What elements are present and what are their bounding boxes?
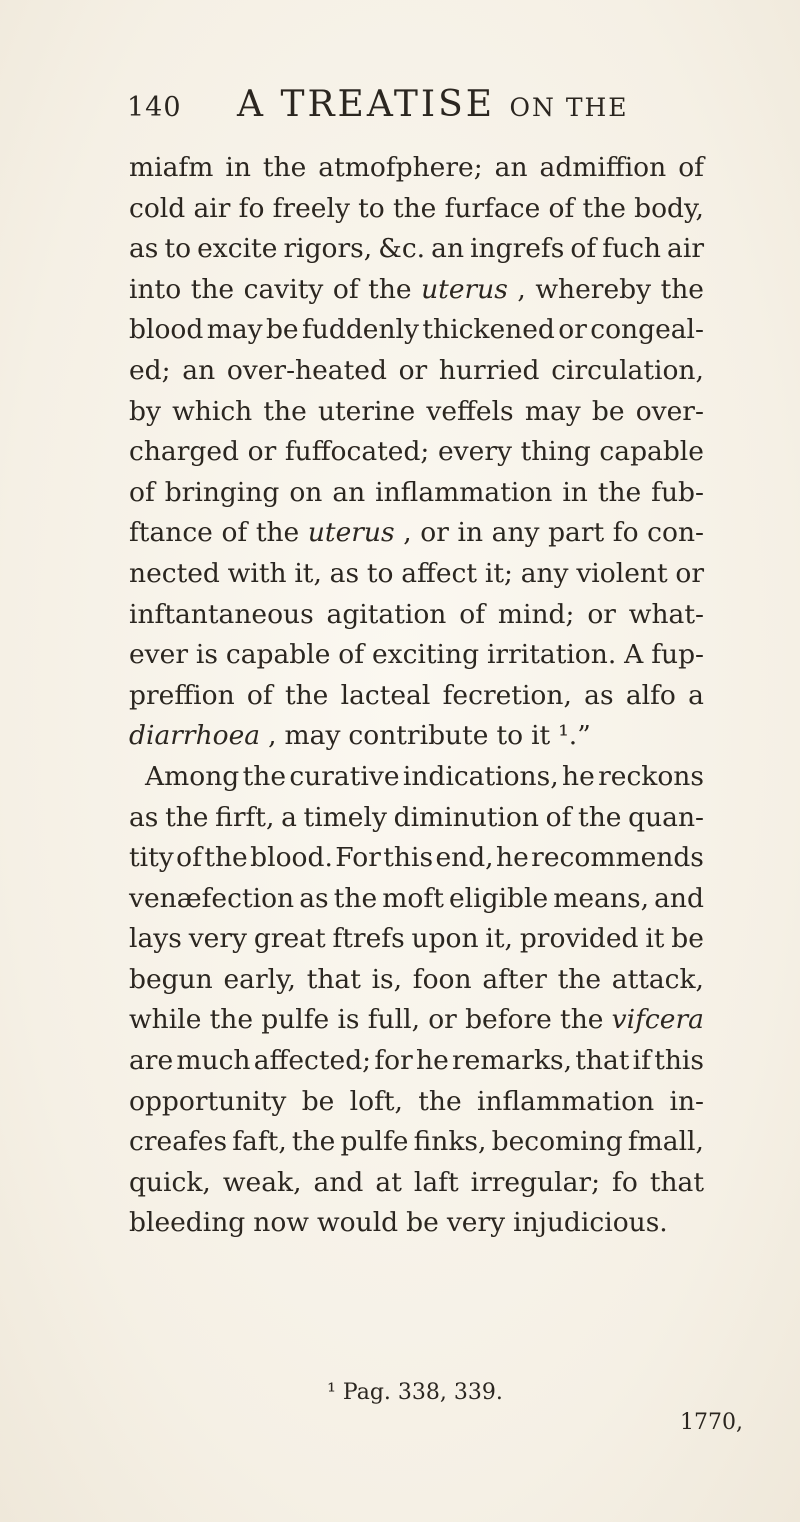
word: be [265,314,299,346]
word: quick, [129,1166,211,1198]
word: blood [129,314,204,346]
word: which [172,395,253,427]
word: circulation, [551,354,704,386]
word: of [570,233,597,265]
word: of [176,842,202,874]
word: finks, [413,1126,487,1158]
word: now [253,1207,309,1239]
word: this [383,842,434,874]
text-line [129,1203,704,1244]
word: is [195,639,218,671]
word: charged [129,436,239,468]
word: and [313,1166,364,1198]
word: very [446,1207,506,1239]
italic-word: vifcera [611,1004,704,1036]
word: the [165,801,209,833]
word: inftantaneous [129,598,314,630]
word: of [678,152,704,183]
word: end, [435,842,494,874]
word: opportunity [129,1085,287,1117]
word: great [253,923,326,955]
word: over- [635,395,704,427]
word: freely [272,192,350,224]
word: the [263,395,307,427]
word: this [654,1045,704,1077]
word: it, [485,923,513,955]
word: diminution [393,801,539,833]
word: if [632,1045,651,1077]
text-line [129,392,704,433]
word: bleeding [129,1207,246,1239]
text-line [129,919,704,960]
word: lays [129,923,182,955]
page-number: 140 [127,92,182,123]
italic-word: diarrhoea [129,720,261,752]
word: that [306,963,361,995]
word: in- [669,1085,704,1117]
word: indications, [402,760,559,792]
word: as [299,882,329,914]
word: whereby [535,273,652,305]
word: ingrefs [470,233,565,265]
word: , [268,720,277,752]
word: timely [303,801,387,833]
word: are [129,1045,174,1077]
text-line [129,716,704,757]
word: blood. [250,842,333,874]
word: remarks, [452,1045,573,1077]
word: congeal- [590,314,704,346]
word: rigors, [283,233,373,265]
word: may [524,395,581,427]
word: laft [413,1166,459,1198]
word: part [548,517,605,549]
word: the [418,1085,462,1117]
word: fo [612,517,639,549]
word: to [164,233,192,265]
word: miafm [129,152,214,183]
word: what- [628,598,704,630]
word: the [333,882,378,914]
word: affect [401,557,478,589]
text-line [129,676,704,717]
word: be [671,923,704,955]
word: after [482,963,547,995]
footnote: ¹ Pag. 338, 339. [327,1380,503,1405]
word: in [562,476,588,508]
word: eligible [448,882,549,914]
word: irregular; [470,1166,601,1198]
word: it, [294,557,322,589]
word: foon [412,963,472,995]
word: curative [289,760,400,792]
word: is, [371,963,403,995]
word: while [129,1004,202,1036]
text-line [129,351,704,392]
word: body, [634,192,704,224]
italic-word: uterus [421,273,508,305]
word: with [227,557,287,589]
word: it [531,720,551,752]
word: lacteal [340,679,431,711]
word: pulfe [340,1126,409,1158]
text-line [129,432,704,473]
word: the [291,1126,336,1158]
word: means, [553,882,649,914]
text-line [129,960,704,1001]
text-line [129,1082,704,1123]
word: the [190,273,235,305]
word: every [437,436,512,468]
word: may [284,720,341,752]
word: the [204,842,248,874]
word: a [688,679,704,711]
word: admiffion [539,152,667,183]
word: affected; [253,1045,372,1077]
word: it [645,923,665,955]
word: of [246,679,273,711]
word: fo [238,192,265,224]
word: fmall, [627,1126,704,1158]
word: a [281,801,297,833]
word: veffels [426,395,514,427]
word: as [129,801,159,833]
word: firft, [215,801,275,833]
text-line [129,1163,704,1204]
word: inflammation [375,476,553,508]
word: Among [145,760,240,792]
word: cavity [243,273,324,305]
running-head-main: A TREATISE [237,84,496,125]
word: tity [129,842,174,874]
word: reckons [598,760,704,792]
word: For [335,842,381,874]
word: he [496,842,529,874]
word: in [225,152,251,183]
text-line [129,1041,704,1082]
word: may [206,314,263,346]
text-line [129,310,704,351]
word: fecretion, [442,679,572,711]
word: the [597,476,642,508]
text-line [129,635,704,676]
word: the [368,273,412,305]
word: an [494,152,528,183]
text-line [129,1000,704,1041]
word: &c. [378,233,426,265]
word: much [176,1045,251,1077]
word: venæfection [129,882,295,914]
word: A [624,639,644,671]
word: or [587,598,616,630]
word: or [398,354,428,386]
word: an [182,354,216,386]
page-header [127,84,727,134]
word: provided [519,923,639,955]
word: exciting [371,639,480,671]
word: air [193,192,231,224]
word: that [649,1166,704,1198]
word: mind; [497,598,575,630]
word: injudicious. [513,1207,668,1239]
word: , [517,273,526,305]
word: fup- [651,639,704,671]
word: begun [129,963,213,995]
word: the [284,679,329,711]
word: hurried [438,354,540,386]
word: the [392,192,437,224]
text-line [129,1122,704,1163]
word: the [582,192,626,224]
word: cold [129,192,186,224]
text-line [129,757,704,798]
word: over-heated [226,354,387,386]
text-line [129,595,704,636]
text-line [129,270,704,311]
word: fo [612,1166,638,1198]
word: thing [520,436,591,468]
text-line [129,838,704,879]
word: that [575,1045,630,1077]
word: or [675,557,704,589]
word: ftance [129,517,213,549]
word: to [496,720,524,752]
text-line [129,148,704,189]
text-line [129,229,704,270]
word: recommends [531,842,704,874]
word: to [366,557,394,589]
word: into [129,273,182,305]
text-line [129,513,704,554]
text-line [129,879,704,920]
word: loft, [349,1085,403,1117]
word: as [329,557,360,589]
word: or [420,517,449,549]
word: the [560,1004,604,1036]
word: quan- [628,801,704,833]
word: he [562,760,595,792]
word: con- [647,517,704,549]
word: excite [197,233,278,265]
word: air [667,233,704,265]
word: the [255,517,300,549]
word: ever [129,639,189,671]
word: upon [411,923,479,955]
word: uterine [317,395,416,427]
text-line [129,554,704,595]
text-line [129,473,704,514]
word: as [584,679,614,711]
word: creafes [129,1126,228,1158]
word: alfo [625,679,676,711]
italic-word: uterus [307,517,395,549]
word: faft, [232,1126,287,1158]
word: moft [382,882,444,914]
word: as [129,233,159,265]
word: an [431,233,465,265]
word: of [548,192,575,224]
word: contribute [348,720,489,752]
word: the [660,273,704,305]
word: ed; [129,354,171,386]
word: full, [367,1004,420,1036]
word: fuch [602,233,661,265]
word: and [654,882,704,914]
word: the [262,152,307,183]
word: any [520,557,569,589]
word: is [337,1004,360,1036]
word: very [188,923,247,955]
word: of [332,273,359,305]
word: pulfe [261,1004,330,1036]
word: of [338,639,365,671]
word: violent [576,557,668,589]
word: be [591,395,625,427]
word: ftrefs [332,923,405,955]
running-head [237,84,629,125]
word: capable [225,639,331,671]
word: to [358,192,385,224]
word: irritation. [486,639,617,671]
word: of [221,517,248,549]
word: an [332,476,366,508]
word: nected [129,557,220,589]
text-line [129,798,704,839]
word: be [406,1207,439,1239]
word: of [459,598,486,630]
word: the [557,963,602,995]
word: by [129,395,161,427]
word: at [375,1166,402,1198]
word: agitation [326,598,447,630]
word: furface [444,192,541,224]
word: , [403,517,412,549]
word: of [545,801,572,833]
word: any [491,517,540,549]
word: bringing [164,476,280,508]
word: fuddenly [302,314,419,346]
body-text [129,148,704,1244]
word: attack, [611,963,704,995]
word: or [428,1004,457,1036]
word: for [374,1045,413,1077]
word: thickened [422,314,555,346]
word: before [465,1004,552,1036]
text-line [129,189,704,230]
word: it; [484,557,513,589]
word: fub- [651,476,704,508]
word: atmofphere; [318,152,483,183]
word: he [416,1045,449,1077]
word: ¹.” [558,720,591,752]
word: or [558,314,587,346]
word: in [457,517,484,549]
word: fuffocated; [284,436,430,468]
catchword: 1770, [680,1410,743,1435]
word: weak, [222,1166,302,1198]
word: be [301,1085,335,1117]
word: the [209,1004,254,1036]
word: of [129,476,155,508]
word: capable [599,436,704,468]
word: on [289,476,323,508]
word: becoming [491,1126,623,1158]
word: the [242,760,287,792]
running-head-small: ON THE [509,93,629,122]
word: preffion [129,679,235,711]
word: would [317,1207,399,1239]
word: early, [223,963,296,995]
word: the [578,801,622,833]
word: or [247,436,277,468]
word: inflammation [476,1085,655,1117]
